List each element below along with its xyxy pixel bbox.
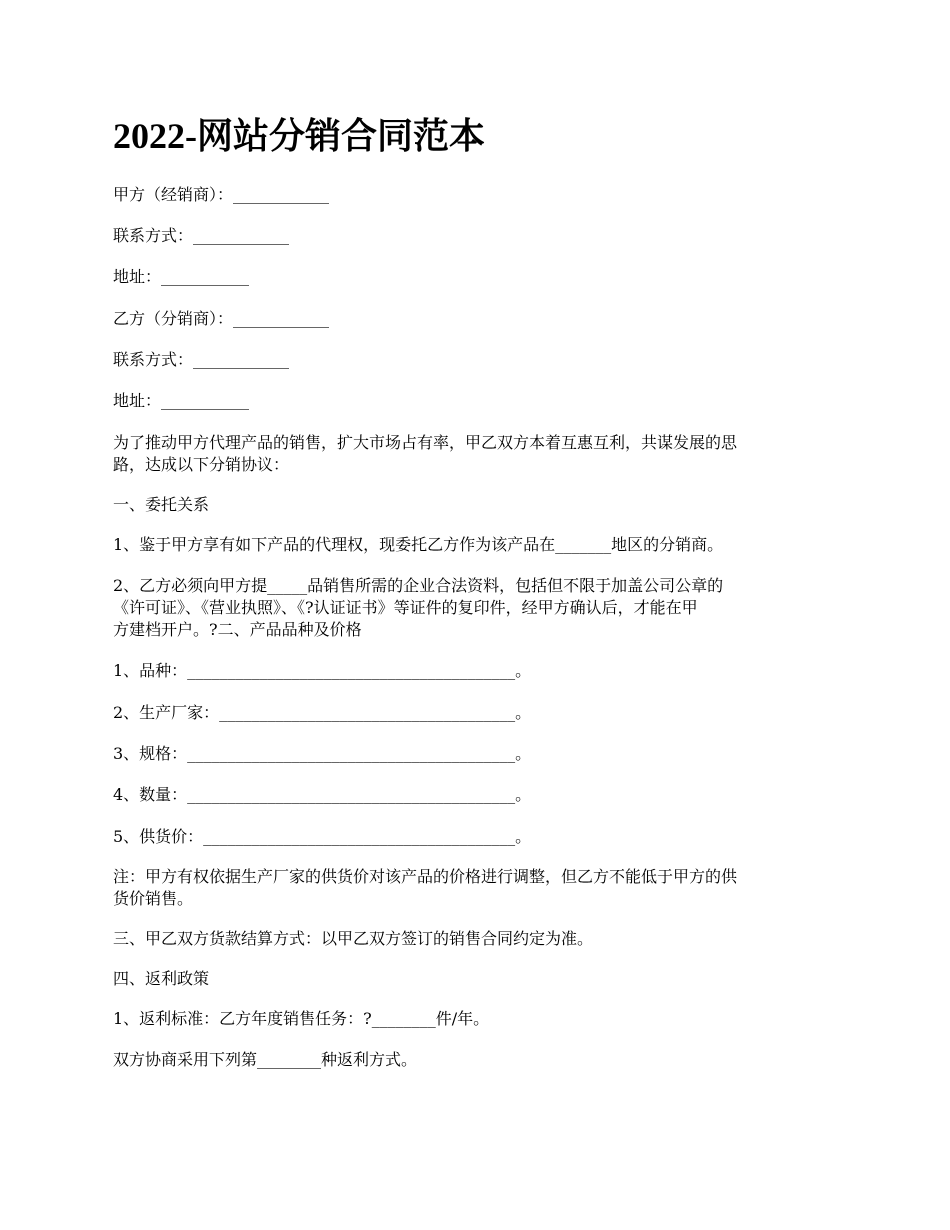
party-b-contact-line: 联系方式：____________ <box>113 350 290 369</box>
clause-1-2-line-1: 2、乙方必须向甲方提_____品销售所需的企业合法资料，包括但不限于加盖公司公章的 <box>113 576 724 595</box>
clause-1-2-line-3: 方建档开户。?二、产品品种及价格 <box>113 620 362 639</box>
party-b-line: 乙方（分销商）：____________ <box>113 309 330 328</box>
section-heading-1: 一、委托关系 <box>113 495 210 514</box>
document-title: 2022-网站分销合同范本 <box>113 116 485 156</box>
note-line-2: 货价销售。 <box>113 889 194 908</box>
party-a-line: 甲方（经销商）：____________ <box>113 185 330 204</box>
preamble-line-1: 为了推动甲方代理产品的销售，扩大市场占有率，甲乙双方本着互惠互利，共谋发展的思 <box>113 433 738 452</box>
clause-1-2-line-2: 《许可证》、《营业执照》、《?认证证书》等证件的复印件，经甲方确认后，才能在甲 <box>113 598 698 617</box>
product-price-line: 5、供货价：_______________________________________。 <box>113 827 532 846</box>
product-spec-line: 3、规格：_________________________________________。 <box>113 744 532 763</box>
product-variety-line: 1、品种：_________________________________________。 <box>113 661 532 680</box>
product-quantity-line: 4、数量：_________________________________________。 <box>113 785 532 804</box>
party-b-address-line: 地址：___________ <box>113 391 250 410</box>
product-manufacturer-line: 2、生产厂家：_____________________________________。 <box>113 703 532 722</box>
rebate-standard-line: 1、返利标准：乙方年度销售任务：?________件/年。 <box>113 1009 490 1028</box>
party-a-address-line: 地址：___________ <box>113 267 250 286</box>
section-heading-4: 四、返利政策 <box>113 969 210 988</box>
note-line-1: 注：甲方有权依据生产厂家的供货价对该产品的价格进行调整，但乙方不能低于甲方的供 <box>113 867 738 886</box>
section-heading-3: 三、甲乙双方货款结算方式：以甲乙双方签订的销售合同约定为准。 <box>113 929 594 948</box>
preamble-line-2: 路，达成以下分销协议： <box>113 455 290 474</box>
party-a-contact-line: 联系方式：____________ <box>113 226 290 245</box>
rebate-method-line: 双方协商采用下列第________种返利方式。 <box>113 1050 418 1069</box>
clause-1-1: 1、鉴于甲方享有如下产品的代理权，现委托乙方作为该产品在_______地区的分销商。 <box>113 535 724 554</box>
